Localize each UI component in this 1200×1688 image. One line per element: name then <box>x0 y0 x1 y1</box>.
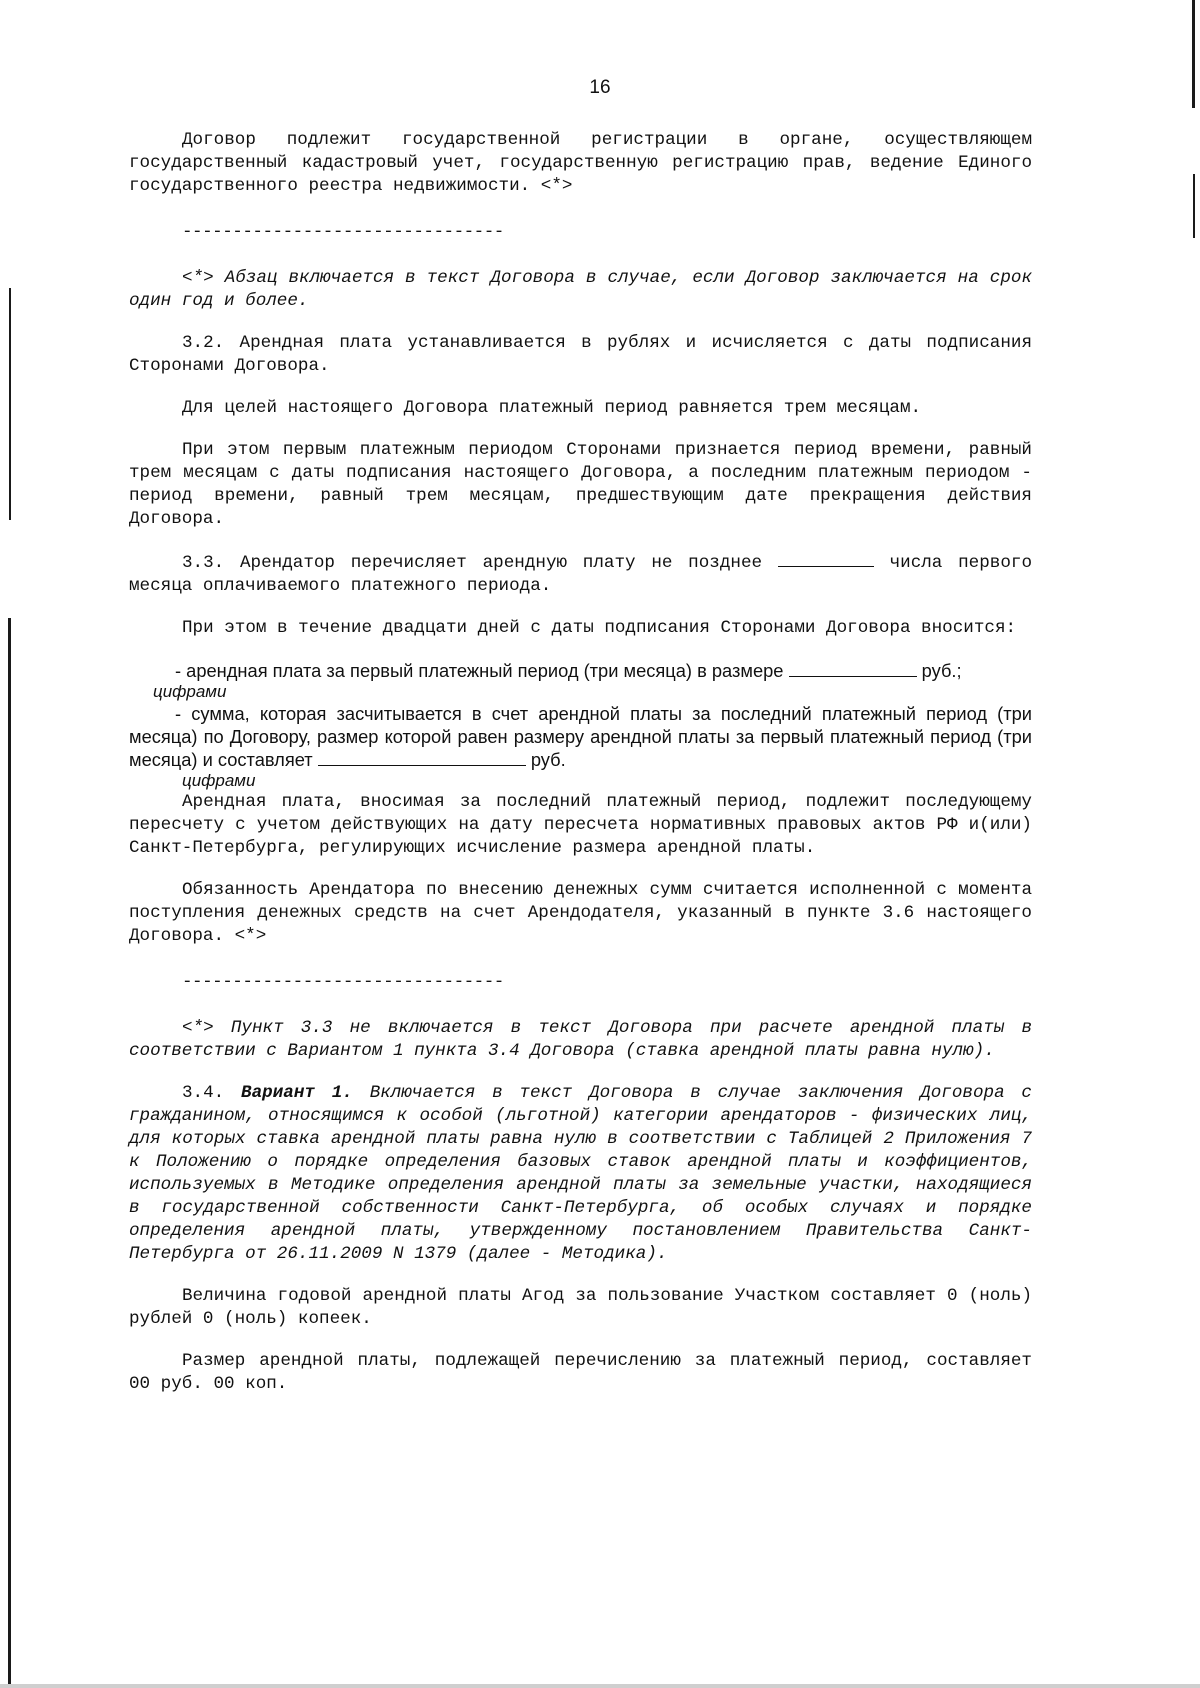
scan-bottom-edge <box>0 1684 1200 1688</box>
obligation-paragraph: Обязанность Арендатора по внесению денежных сумм считается исполненной с момента поступления денежных средств на счет Арендодателя, указанный в пункте 3.6 настоящего Договора. <*> <box>129 880 1032 946</box>
document-body <box>129 129 1032 1396</box>
day-blank <box>778 550 874 567</box>
payment-item-1-text: - арендная плата за первый платежный период (три месяца) в размере <box>175 660 784 681</box>
payment-item-2 <box>129 702 1032 791</box>
scan-edge-mark <box>9 288 11 520</box>
digits-label-2: цифрами <box>182 771 256 790</box>
clause-3-3 <box>129 550 1032 598</box>
clause-3-3-tail: числа первого месяца оплачиваемого платежного периода. <box>129 553 1033 596</box>
registration-paragraph: Договор подлежит государственной регистрации в органе, осуществляющем государственный кадастровый учет, государственную регистрацию прав, ведение Единого государственного реестра недвижимости. <*> <box>129 130 1032 196</box>
payment-item-1 <box>129 659 1032 702</box>
footnote-1: <*> Абзац включается в текст Договора в случае, если Договор заключается на срок один год и более. <box>129 268 1032 311</box>
footnote-2: <*> Пункт 3.3 не включается в текст Договора при расчете арендной платы в соответствии с Вариантом 1 пункта 3.4 Договора (ставка арендной платы равна нулю). <box>129 1018 1032 1061</box>
annual-rent-paragraph: Величина годовой арендной платы Агод за пользование Участком составляет 0 (ноль) рублей 0 (ноль) копеек. <box>129 1286 1032 1329</box>
payment-item-1-unit: руб.; <box>921 660 962 681</box>
amount-blank-1 <box>789 660 917 677</box>
first-period-paragraph: При этом первым платежным периодом Сторонами признается период времени, равный трем месяцам с даты подписания настоящего Договора, а последним платежным периодом - период времени, равный трем месяцам, предшествующим дате прекращения действия Договора. <box>129 440 1032 529</box>
page-number: 16 <box>589 77 611 98</box>
scan-edge-mark <box>8 618 11 1688</box>
clause-3-4-number: 3.4. <box>182 1083 225 1103</box>
scan-edge-mark <box>1192 0 1195 108</box>
variant-1-heading: Вариант 1. <box>241 1083 353 1103</box>
clause-3-4-text: Включается в текст Договора в случае заключения Договора с гражданином, относящимся к особой (льготной) категории арендаторов - физических лиц, для которых ставка арендной платы равна нулю в соответствии с Таблицей 2 Приложения 7 к Положению о порядке определения базовых ставок арендной платы и коэффициентов, используемых в Методике определения арендной платы за земельные участки, находящиеся в государственной собственности Санкт-Петербурга, об особых случаях и порядке определения арендной платы, утвержденному постановлением Правительства Санкт-Петербурга от 26.11.2009 N 1379 (далее - Методика). <box>129 1083 1032 1264</box>
scan-edge-mark <box>1193 174 1195 238</box>
twenty-days-paragraph: При этом в течение двадцати дней с даты подписания Сторонами Договора вносится: <box>182 618 1017 638</box>
clause-3-4 <box>129 1082 1032 1266</box>
footnote-separator: -------------------------------- <box>182 222 504 242</box>
digits-label-1: цифрами <box>153 682 227 701</box>
clause-3-2: 3.2. Арендная плата устанавливается в рублях и исчисляется с даты подписания Сторонами Договора. <box>129 333 1032 376</box>
period-rent-paragraph: Размер арендной платы, подлежащей перечислению за платежный период, составляет 00 руб. 00 коп. <box>129 1351 1032 1394</box>
footnote-separator-2: -------------------------------- <box>182 972 504 992</box>
payment-item-2-unit: руб. <box>530 749 566 770</box>
amount-blank-2 <box>318 749 526 766</box>
clause-3-3-text: 3.3. Арендатор перечисляет арендную плату не позднее <box>182 553 763 573</box>
last-period-paragraph: Арендная плата, вносимая за последний платежный период, подлежит последующему пересчету с учетом действующих на дату пересчета нормативных правовых актов РФ и(или) Санкт-Петербурга, регулирующих исчисление размера арендной платы. <box>129 792 1032 858</box>
payment-period-paragraph: Для целей настоящего Договора платежный период равняется трем месяцам. <box>182 398 922 418</box>
payment-item-2-text: - сумма, которая засчитывается в счет арендной платы за последний платежный период (три месяца) по Договору, размер которой равен размеру арендной платы за первый платежный период (три месяца) и составляет <box>129 703 1032 770</box>
